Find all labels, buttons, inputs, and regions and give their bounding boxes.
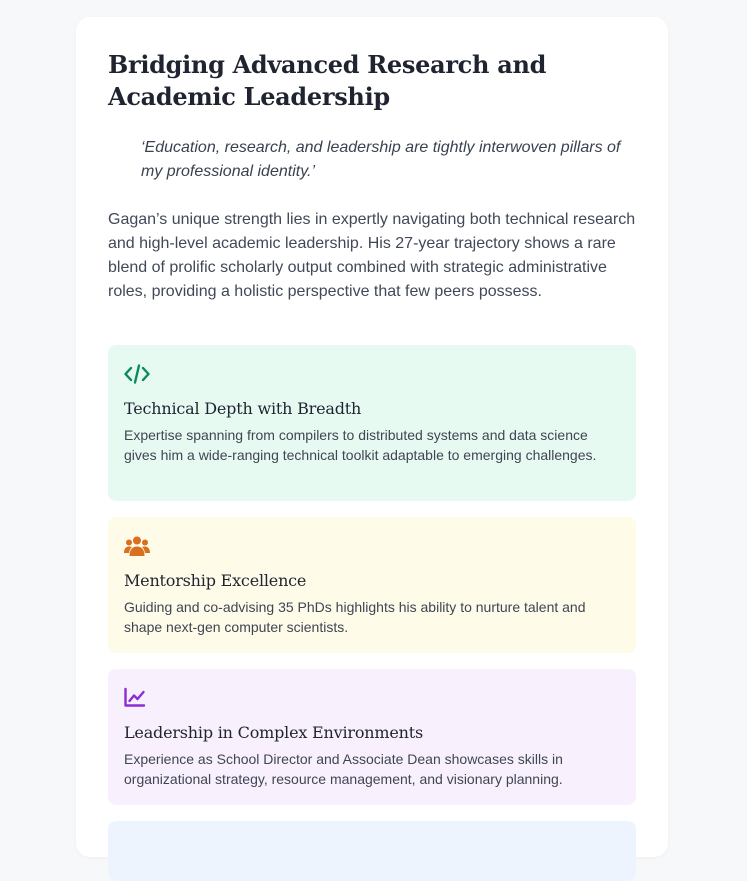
feature-description: Guiding and co-advising 35 PhDs highlights his ability to nurture talent and shape next-gen computer scientists. <box>124 599 586 635</box>
users-icon <box>124 535 150 557</box>
feature-description: Experience as School Director and Associate Dean showcases skills in organizational strategy, resource management, and visionary planning. <box>124 751 563 787</box>
feature-card-mentorship <box>108 517 636 653</box>
feature-title: Technical Depth with Breadth <box>124 399 362 418</box>
feature-description: Expertise spanning from compilers to distributed systems and data science gives him a wide-ranging technical toolkit adaptable to emerging challenges. <box>124 427 597 463</box>
feature-card-leadership <box>108 669 636 805</box>
code-icon <box>124 363 150 385</box>
content-card <box>76 17 668 857</box>
feature-card-technical-depth <box>108 345 636 501</box>
feature-title: Leadership in Complex Environments <box>124 723 423 742</box>
page-title: Bridging Advanced Research and Academic Leadership <box>108 50 547 111</box>
feature-card-partial <box>108 821 636 881</box>
feature-title: Mentorship Excellence <box>124 571 307 590</box>
intro-paragraph: Gagan’s unique strength lies in expertly navigating both technical research and high-level academic leadership. His 27-year trajectory shows a rare blend of prolific scholarly output combined with strategic administrative roles, providing a holistic perspective that few peers possess. <box>108 211 636 300</box>
chart-line-icon <box>124 687 150 709</box>
pull-quote: ‘Education, research, and leadership are tightly interwoven pillars of my professional identity.’ <box>141 139 621 180</box>
